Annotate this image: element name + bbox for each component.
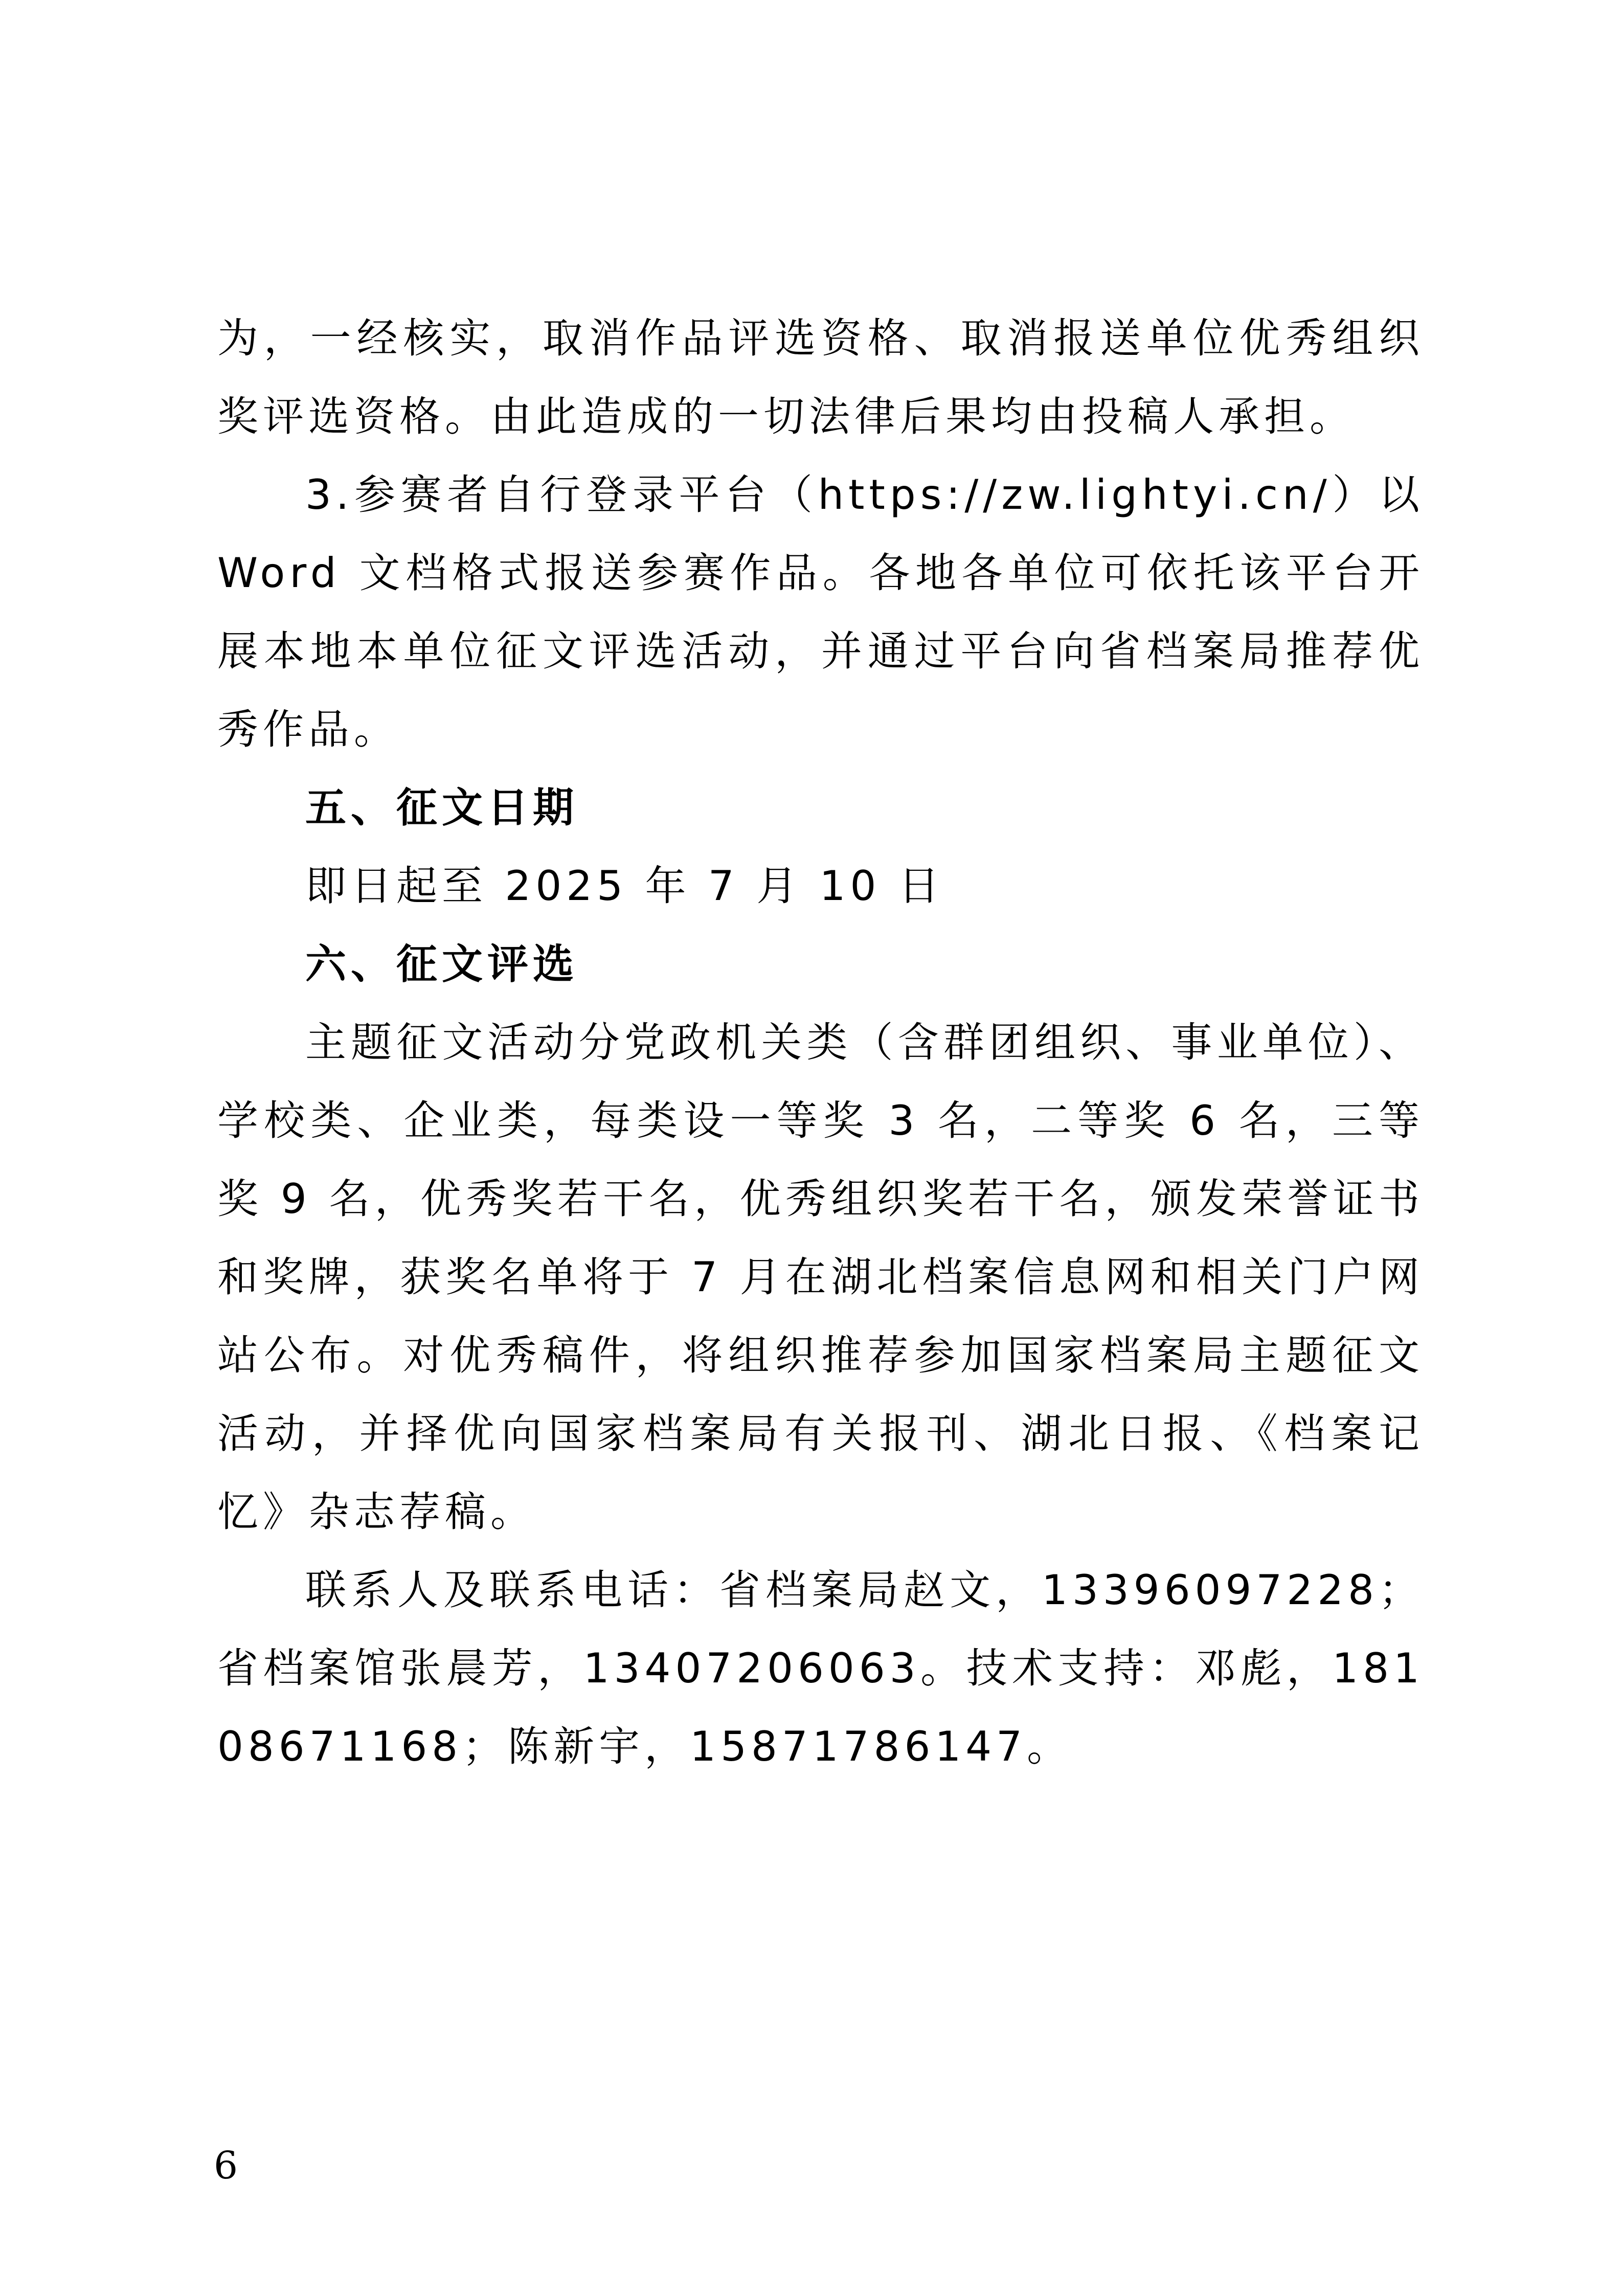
- paragraph-evaluation: 主题征文活动分党政机关类（含群团组织、事业单位）、学校类、企业类，每类设一等奖 3 名，二等奖 6 名，三等奖 9 名，优秀奖若干名，优秀组织奖若干名，颁发荣誉证书和奖牌，获奖名单将于 7 月在湖北档案信息网和相关门户网站公布。对优秀稿件，将组织推荐参加国家档案局主题征文活动，并择优向国家档案局有关报刊、湖北日报、《档案记忆》杂志荐稿。: [217, 1019, 1424, 1536]
- section-heading-dates: 五、征文日期: [305, 784, 578, 831]
- document-body: [217, 299, 1424, 1786]
- paragraph-submission-platform: 3.参赛者自行登录平台（https://zw.lightyi.cn/）以Word 文档格式报送参赛作品。各地各单位可依托该平台开展本地本单位征文评选活动，并通过平台向省档案局推荐优秀作品。: [217, 471, 1424, 753]
- page-number: 6: [214, 2144, 238, 2188]
- section-heading-evaluation: 六、征文评选: [305, 940, 578, 988]
- paragraph-dates: 即日起至 2025 年 7 月 10 日: [305, 862, 944, 910]
- paragraph-continuation: 为，一经核实，取消作品评选资格、取消报送单位优秀组织奖评选资格。由此造成的一切法律后果均由投稿人承担。: [217, 314, 1424, 440]
- paragraph-contacts: 联系人及联系电话：省档案局赵文，13396097228；省档案馆张晨芳，13407206063。技术支持：邓彪，18108671168；陈新宇，15871786147。: [217, 1566, 1424, 1770]
